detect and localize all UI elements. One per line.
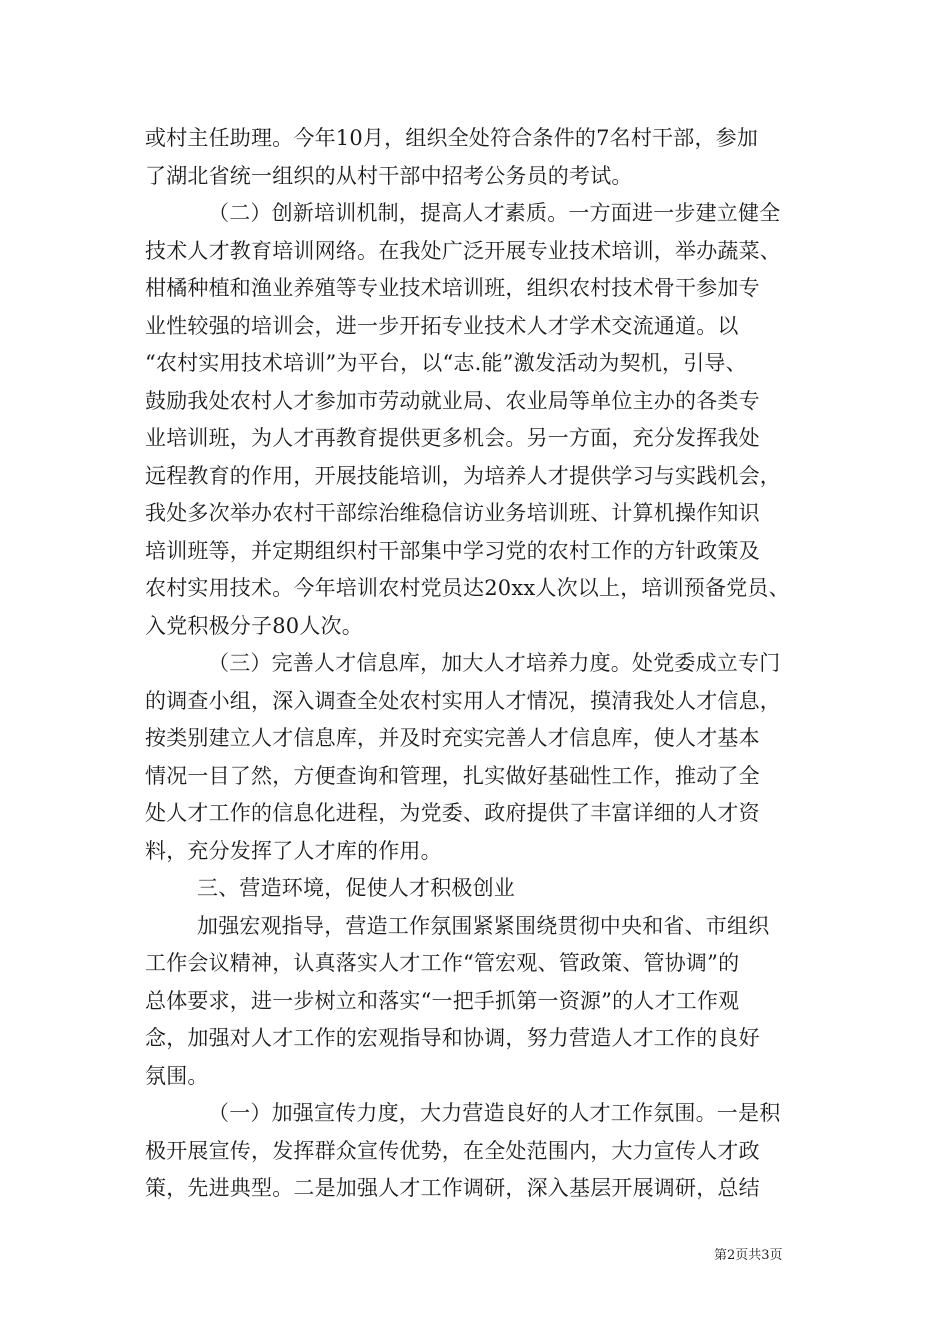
text-line: 业性较强的培训会，进一步开拓专业技术人才学术交流通道。以 (145, 313, 739, 338)
text-line: 的调查小组，深入调查全处农村实用人才情况，摸清我处人才信息， (145, 688, 781, 713)
text-line: “农村实用技术培训”为平台，以“志.能”激发活动为契机，引导、 (145, 351, 747, 375)
text-line: 培训班等，并定期组织村干部集中学习党的农村工作的方针政策及 (145, 538, 760, 563)
text-line: 工作会议精神，认真落实人才工作“管宏观、管政策、管协调”的 (145, 951, 740, 975)
text-line: 按类别建立人才信息库，并及时充实完善人才信息库，使人才基本 (145, 726, 760, 750)
text-line: （二）创新培训机制，提高人才素质。一方面进一步建立健全 (208, 201, 781, 225)
section-heading: 三、营造环境，促使人才积极创业 (197, 876, 515, 900)
text-line: 料，充分发挥了人才库的作用。 (145, 838, 442, 863)
text-line: 鼓励我处农村人才参加市劳动就业局、农业局等单位主办的各类专 (145, 388, 760, 413)
text-line: 柑橘种植和渔业养殖等专业技术培训班，组织农村技术骨干参加专 (145, 276, 760, 300)
text-line: 加强宏观指导，营造工作氛围紧紧围绕贯彻中央和省、市组织 (197, 913, 770, 938)
text-line: 极开展宣传，发挥群众宣传优势，在全处范围内，大力宣传人才政 (145, 1138, 760, 1163)
text-line: （一）加强宣传力度，大力营造良好的人才工作氛围。一是积 (208, 1101, 781, 1125)
page-number: 第2页共3页 (714, 1248, 783, 1263)
text-line: （三）完善人才信息库，加大人才培养力度。处党委成立专门 (208, 651, 781, 675)
text-line: 策，先进典型。二是加强人才工作调研，深入基层开展调研，总结 (145, 1176, 760, 1200)
text-line: 农村实用技术。今年培训农村党员达20xx人次以上，培训预备党员、 (145, 576, 790, 600)
text-line: 我处多次举办农村干部综治维稳信访业务培训班、计算机操作知识 (145, 501, 760, 525)
text-line: 入党积极分子80人次。 (145, 613, 363, 638)
text-line: 或村主任助理。今年10月，组织全处符合条件的7名村干部，参加 (145, 126, 759, 150)
text-line: 远程教育的作用，开展技能培训，为培养人才提供学习与实践机会， (145, 463, 781, 488)
document-body (145, 120, 825, 1208)
text-line: 业培训班，为人才再教育提供更多机会。另一方面，充分发挥我处 (145, 426, 760, 450)
text-line: 总体要求，进一步树立和落实“一把手抓第一资源”的人才工作观 (145, 988, 740, 1013)
text-line: 了湖北省统一组织的从村干部中招考公务员的考试。 (145, 163, 633, 188)
text-line: 氛围。 (145, 1063, 209, 1088)
text-line: 情况一目了然，方便查询和管理，扎实做好基础性工作，推动了全 (145, 763, 760, 788)
text-line: 处人才工作的信息化进程，为党委、政府提供了丰富详细的人才资 (145, 801, 760, 825)
text-line: 技术人才教育培训网络。在我处广泛开展专业技术培训，举办蔬菜、 (145, 238, 781, 263)
text-line: 念，加强对人才工作的宏观指导和协调，努力营造人才工作的良好 (145, 1026, 760, 1050)
